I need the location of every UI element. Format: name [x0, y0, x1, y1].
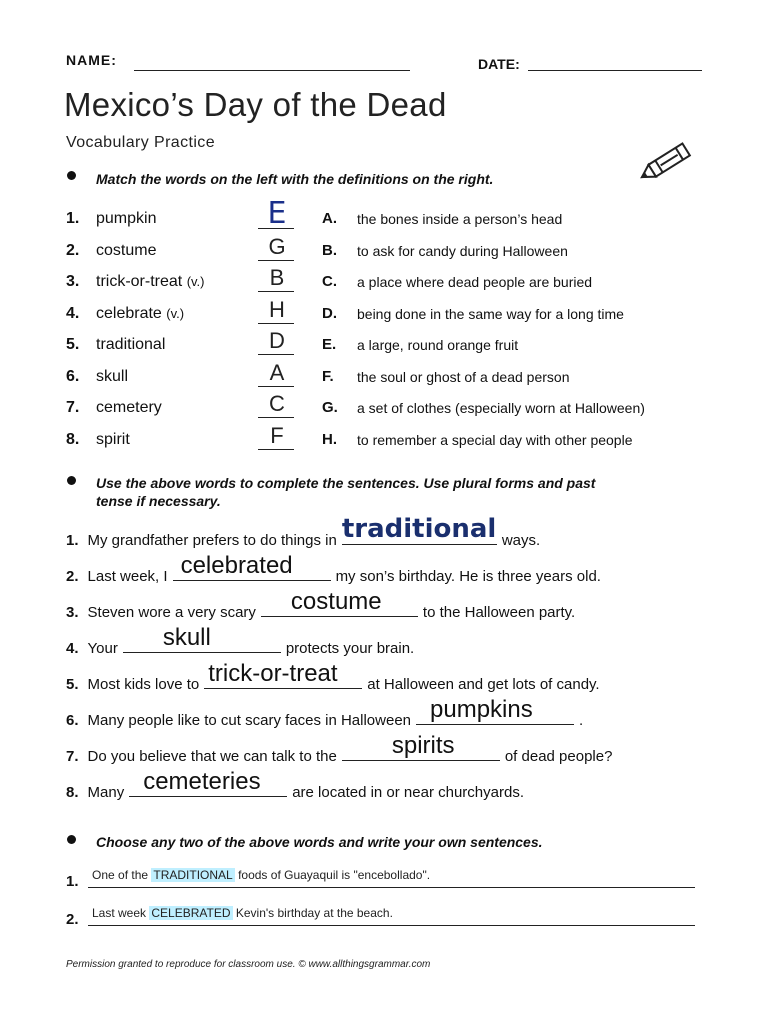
- own-after: Kevin's birthday at the beach.: [235, 906, 393, 920]
- vocab-word: [96, 336, 165, 354]
- pencil-icon: [636, 136, 700, 193]
- sentence-before: My grandfather prefers to do things in: [87, 532, 337, 549]
- filled-answer: celebrated: [180, 552, 293, 579]
- match-answer[interactable]: D: [269, 328, 285, 353]
- definition-text: a place where dead people are buried: [357, 274, 593, 290]
- sentence-row: [66, 552, 601, 585]
- match-answer[interactable]: H: [269, 297, 285, 322]
- word-number: 7.: [66, 399, 80, 416]
- sentence-after: to the Halloween party.: [422, 604, 576, 621]
- definition-letter: H.: [322, 431, 337, 448]
- sentence-row: [66, 768, 524, 801]
- highlighted-word: TRADITIONAL: [153, 868, 233, 882]
- filled-answer: costume: [290, 588, 382, 615]
- own-number: 1.: [66, 873, 79, 890]
- vocab-word-text: spirit: [96, 431, 130, 448]
- own-sentence-line[interactable]: [88, 887, 695, 888]
- page-title: Mexico’s Day of the Dead: [64, 86, 447, 123]
- answer-blank[interactable]: [123, 624, 281, 653]
- sentence-row: [66, 514, 541, 549]
- sentence-number: 8.: [66, 784, 79, 801]
- definition-letter: F.: [322, 368, 334, 385]
- definition-letter: B.: [322, 242, 337, 259]
- sentence-after: are located in or near churchyards.: [292, 784, 524, 801]
- match-answer[interactable]: A: [269, 360, 285, 385]
- sentence-before: Steven wore a very scary: [87, 604, 256, 621]
- vocab-word-text: traditional: [96, 336, 166, 353]
- own-sentence-line[interactable]: [88, 925, 695, 926]
- definition-text: a set of clothes (especially worn at Halloween): [357, 400, 645, 416]
- sentence-number: 2.: [66, 568, 79, 585]
- vocab-word-text: skull: [96, 368, 129, 385]
- definition-text: to ask for candy during Halloween: [357, 243, 568, 259]
- sentence-before: Most kids love to: [87, 676, 200, 693]
- instruction-3: Choose any two of the above words and write your own sentences.: [96, 834, 543, 850]
- instruction-2-line2: tense if necessary.: [96, 493, 221, 509]
- own-before: Last week: [92, 906, 147, 920]
- sentence-row: [66, 660, 600, 693]
- bullet: [67, 171, 76, 180]
- filled-answer: pumpkins: [430, 696, 533, 723]
- sentence-number: 1.: [66, 532, 79, 549]
- sentence-row: [66, 588, 576, 621]
- answer-blank[interactable]: [341, 514, 497, 545]
- word-number: 8.: [66, 431, 80, 448]
- match-answer[interactable]: F: [270, 423, 284, 448]
- answer-blank[interactable]: [416, 696, 574, 725]
- filled-answer: spirits: [391, 732, 455, 759]
- match-answer[interactable]: B: [269, 265, 285, 290]
- part-of-speech: (v.): [166, 306, 185, 321]
- own-sentence: [92, 868, 430, 882]
- answer-blank[interactable]: [342, 732, 500, 761]
- footer-note: Permission granted to reproduce for classroom use. © www.allthingsgrammar.com: [66, 959, 431, 970]
- sentence-row: [66, 696, 584, 729]
- part-of-speech: (v.): [186, 274, 205, 289]
- vocab-word-text: trick-or-treat: [96, 273, 183, 290]
- answer-blank[interactable]: [261, 588, 418, 617]
- word-number: 1.: [66, 210, 80, 227]
- own-after: foods of Guayaquil is "encebollado".: [238, 868, 431, 882]
- vocab-word: [96, 431, 130, 449]
- answer-line: [258, 354, 294, 355]
- definition-text: the soul or ghost of a dead person: [357, 369, 570, 385]
- bullet: [67, 835, 76, 844]
- vocab-word: [96, 242, 156, 260]
- filled-answer: traditional: [341, 514, 497, 544]
- sentence-before: Do you believe that we can talk to the: [87, 748, 337, 765]
- word-number: 5.: [66, 336, 80, 353]
- answer-blank[interactable]: [173, 552, 331, 581]
- sentence-before: Many: [87, 784, 125, 801]
- answer-blank[interactable]: [129, 768, 287, 797]
- definition-text: a large, round orange fruit: [357, 337, 519, 353]
- vocab-word-text: costume: [96, 242, 157, 259]
- name-field[interactable]: [134, 70, 410, 71]
- sentence-before: Your: [87, 640, 118, 657]
- bullet: [67, 476, 76, 485]
- answer-line: [258, 449, 294, 450]
- match-answer[interactable]: E: [267, 196, 287, 231]
- instruction-1: Match the words on the left with the definitions on the right.: [96, 171, 494, 187]
- match-answer[interactable]: G: [268, 234, 286, 259]
- word-number: 3.: [66, 273, 80, 290]
- sentence-number: 7.: [66, 748, 79, 765]
- own-before: One of the: [92, 868, 149, 882]
- sentence-number: 5.: [66, 676, 79, 693]
- vocab-word-text: celebrate: [96, 305, 162, 322]
- instruction-2: [96, 474, 595, 510]
- date-label: DATE:: [478, 56, 520, 72]
- answer-line: [258, 291, 294, 292]
- sentence-after: ways.: [501, 532, 541, 549]
- definition-letter: C.: [322, 273, 337, 290]
- sentence-after: my son’s birthday. He is three years old.: [335, 568, 601, 585]
- vocab-word: [96, 273, 205, 291]
- instruction-2-line1: Use the above words to complete the sentences. Use plural forms and past: [96, 475, 596, 491]
- sentence-after: protects your brain.: [285, 640, 415, 657]
- definition-letter: D.: [322, 305, 337, 322]
- filled-answer: cemeteries: [143, 768, 261, 795]
- date-field[interactable]: [528, 70, 702, 71]
- sentence-row: [66, 732, 613, 765]
- vocab-word-text: cemetery: [96, 399, 162, 416]
- answer-line: [258, 228, 294, 229]
- answer-line: [258, 386, 294, 387]
- answer-line: [258, 260, 294, 261]
- match-answer[interactable]: C: [269, 391, 285, 416]
- vocab-word: [96, 368, 128, 386]
- sentence-before: Last week, I: [87, 568, 168, 585]
- answer-line: [258, 323, 294, 324]
- sentence-after: .: [579, 712, 584, 729]
- sentence-before: Many people like to cut scary faces in Halloween: [87, 712, 412, 729]
- filled-answer: skull: [162, 624, 211, 651]
- sentence-number: 4.: [66, 640, 79, 657]
- definition-letter: E.: [322, 336, 337, 353]
- word-number: 6.: [66, 368, 80, 385]
- page-subtitle: Vocabulary Practice: [66, 134, 216, 151]
- sentence-number: 3.: [66, 604, 79, 621]
- vocab-word: [96, 399, 162, 417]
- vocab-word: [96, 210, 156, 228]
- sentence-row: [66, 624, 415, 657]
- filled-answer: trick-or-treat: [208, 660, 338, 687]
- definition-text: being done in the same way for a long time: [357, 306, 624, 322]
- answer-line: [258, 417, 294, 418]
- definition-text: the bones inside a person’s head: [357, 211, 563, 227]
- vocab-word-text: pumpkin: [96, 210, 157, 227]
- name-label: NAME:: [66, 52, 117, 68]
- word-number: 2.: [66, 242, 80, 259]
- definition-text: to remember a special day with other people: [357, 432, 633, 448]
- own-number: 2.: [66, 911, 79, 928]
- own-sentence: [92, 906, 393, 920]
- highlighted-word: CELEBRATED: [151, 906, 231, 920]
- vocab-word: [96, 305, 184, 323]
- sentence-number: 6.: [66, 712, 79, 729]
- sentence-after: of dead people?: [504, 748, 613, 765]
- sentence-after: at Halloween and get lots of candy.: [367, 676, 600, 693]
- answer-blank[interactable]: [204, 660, 362, 689]
- definition-letter: A.: [322, 210, 337, 227]
- word-number: 4.: [66, 305, 80, 322]
- definition-letter: G.: [322, 399, 338, 416]
